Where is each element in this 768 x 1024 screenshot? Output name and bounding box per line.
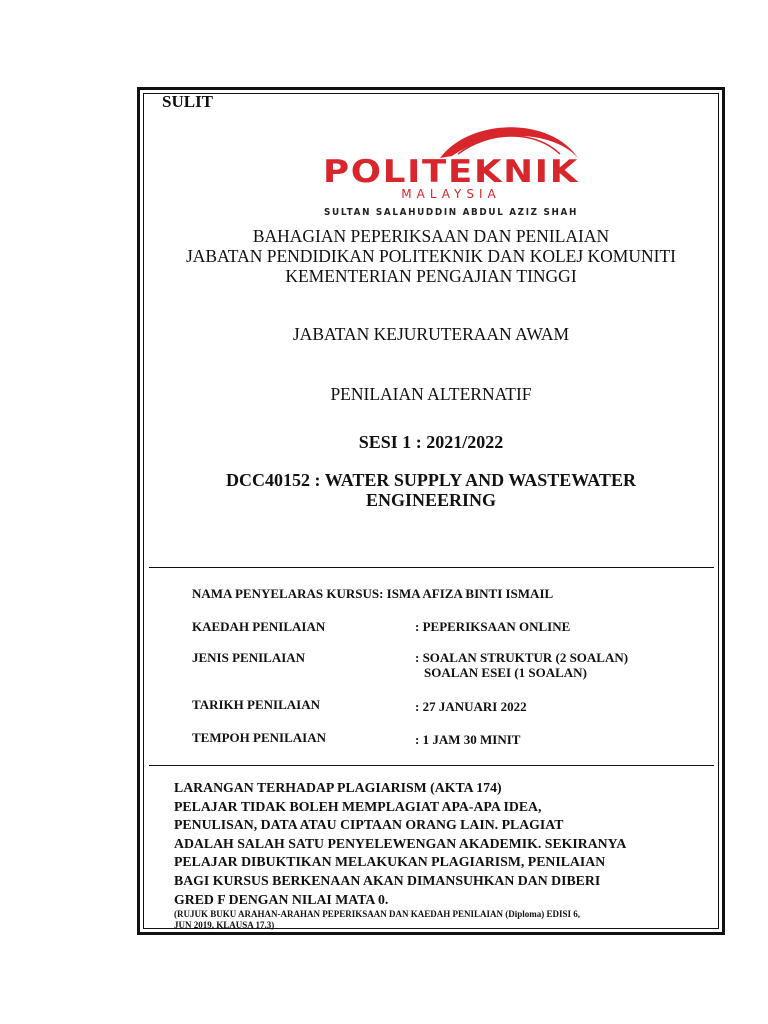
type-value: : SOALAN STRUKTUR (2 SOALAN) bbox=[415, 650, 629, 665]
warning-line: ADALAH SALAH SATU PENYELEWENGAN AKADEMIK. SEKIRANYA bbox=[174, 835, 627, 851]
date-value: : 27 JANUARI 2022 bbox=[415, 699, 527, 714]
duration-label: TEMPOH PENILAIAN bbox=[192, 730, 326, 745]
assessment-type: PENILAIAN ALTERNATIF bbox=[330, 384, 532, 404]
duration-value: : 1 JAM 30 MINIT bbox=[415, 732, 521, 747]
reference-line-2: JUN 2019, KLAUSA 17.3) bbox=[174, 920, 275, 930]
type-value-2: SOALAN ESEI (1 SOALAN) bbox=[424, 665, 587, 680]
heading-line-2: JABATAN PENDIDIKAN POLITEKNIK DAN KOLEJ KOMUNITI bbox=[185, 246, 676, 266]
coordinator-name: NAMA PENYELARAS KURSUS: ISMA AFIZA BINTI ISMAIL bbox=[192, 586, 554, 601]
plagiarism-warning bbox=[174, 779, 654, 909]
politeknik-logo bbox=[320, 118, 582, 218]
course-title-line-2: ENGINEERING bbox=[365, 490, 497, 510]
session-title: SESI 1 : 2021/2022 bbox=[358, 432, 504, 452]
divider-bottom bbox=[149, 765, 714, 766]
warning-line: PELAJAR DIBUKTIKAN MELAKUKAN PLAGIARISM, PENILAIAN bbox=[174, 854, 606, 870]
warning-line: PELAJAR TIDAK BOLEH MEMPLAGIAT APA-APA IDEA, bbox=[174, 798, 542, 814]
warning-line: GRED F DENGAN NILAI MATA 0. bbox=[174, 891, 389, 907]
course-title-line-1: DCC40152 : WATER SUPPLY AND WASTEWATER bbox=[226, 470, 636, 490]
heading-line-1: BAHAGIAN PEPERIKSAAN DAN PENILAIAN bbox=[252, 226, 610, 246]
method-value: : PEPERIKSAAN ONLINE bbox=[415, 619, 571, 634]
heading-line-3: KEMENTERIAN PENGAJIAN TINGGI bbox=[285, 266, 577, 286]
divider-top bbox=[149, 567, 714, 568]
warning-line: BAGI KURSUS BERKENAAN AKAN DIMANSUHKAN DAN DIBERI bbox=[174, 872, 601, 888]
reference-line-1: (RUJUK BUKU ARAHAN-ARAHAN PEPERIKSAAN DAN KAEDAH PENILAIAN (Diploma) EDISI 6, bbox=[174, 909, 581, 919]
method-label: KAEDAH PENILAIAN bbox=[192, 619, 326, 634]
logo-campus-text: SULTAN SALAHUDDIN ABDUL AZIZ SHAH bbox=[324, 207, 578, 218]
warning-line: LARANGAN TERHADAP PLAGIARISM (AKTA 174) bbox=[174, 780, 502, 795]
logo-country-text: MALAYSIA bbox=[401, 187, 501, 201]
classification-label: SULIT bbox=[162, 92, 214, 111]
department-title: JABATAN KEJURUTERAAN AWAM bbox=[292, 324, 570, 344]
date-label: TARIKH PENILAIAN bbox=[192, 697, 320, 712]
type-label: JENIS PENILAIAN bbox=[192, 650, 306, 665]
warning-line: PENULISAN, DATA ATAU CIPTAAN ORANG LAIN. PLAGIAT bbox=[174, 817, 564, 833]
logo-brand-text: POLITEKNIK bbox=[323, 154, 579, 190]
